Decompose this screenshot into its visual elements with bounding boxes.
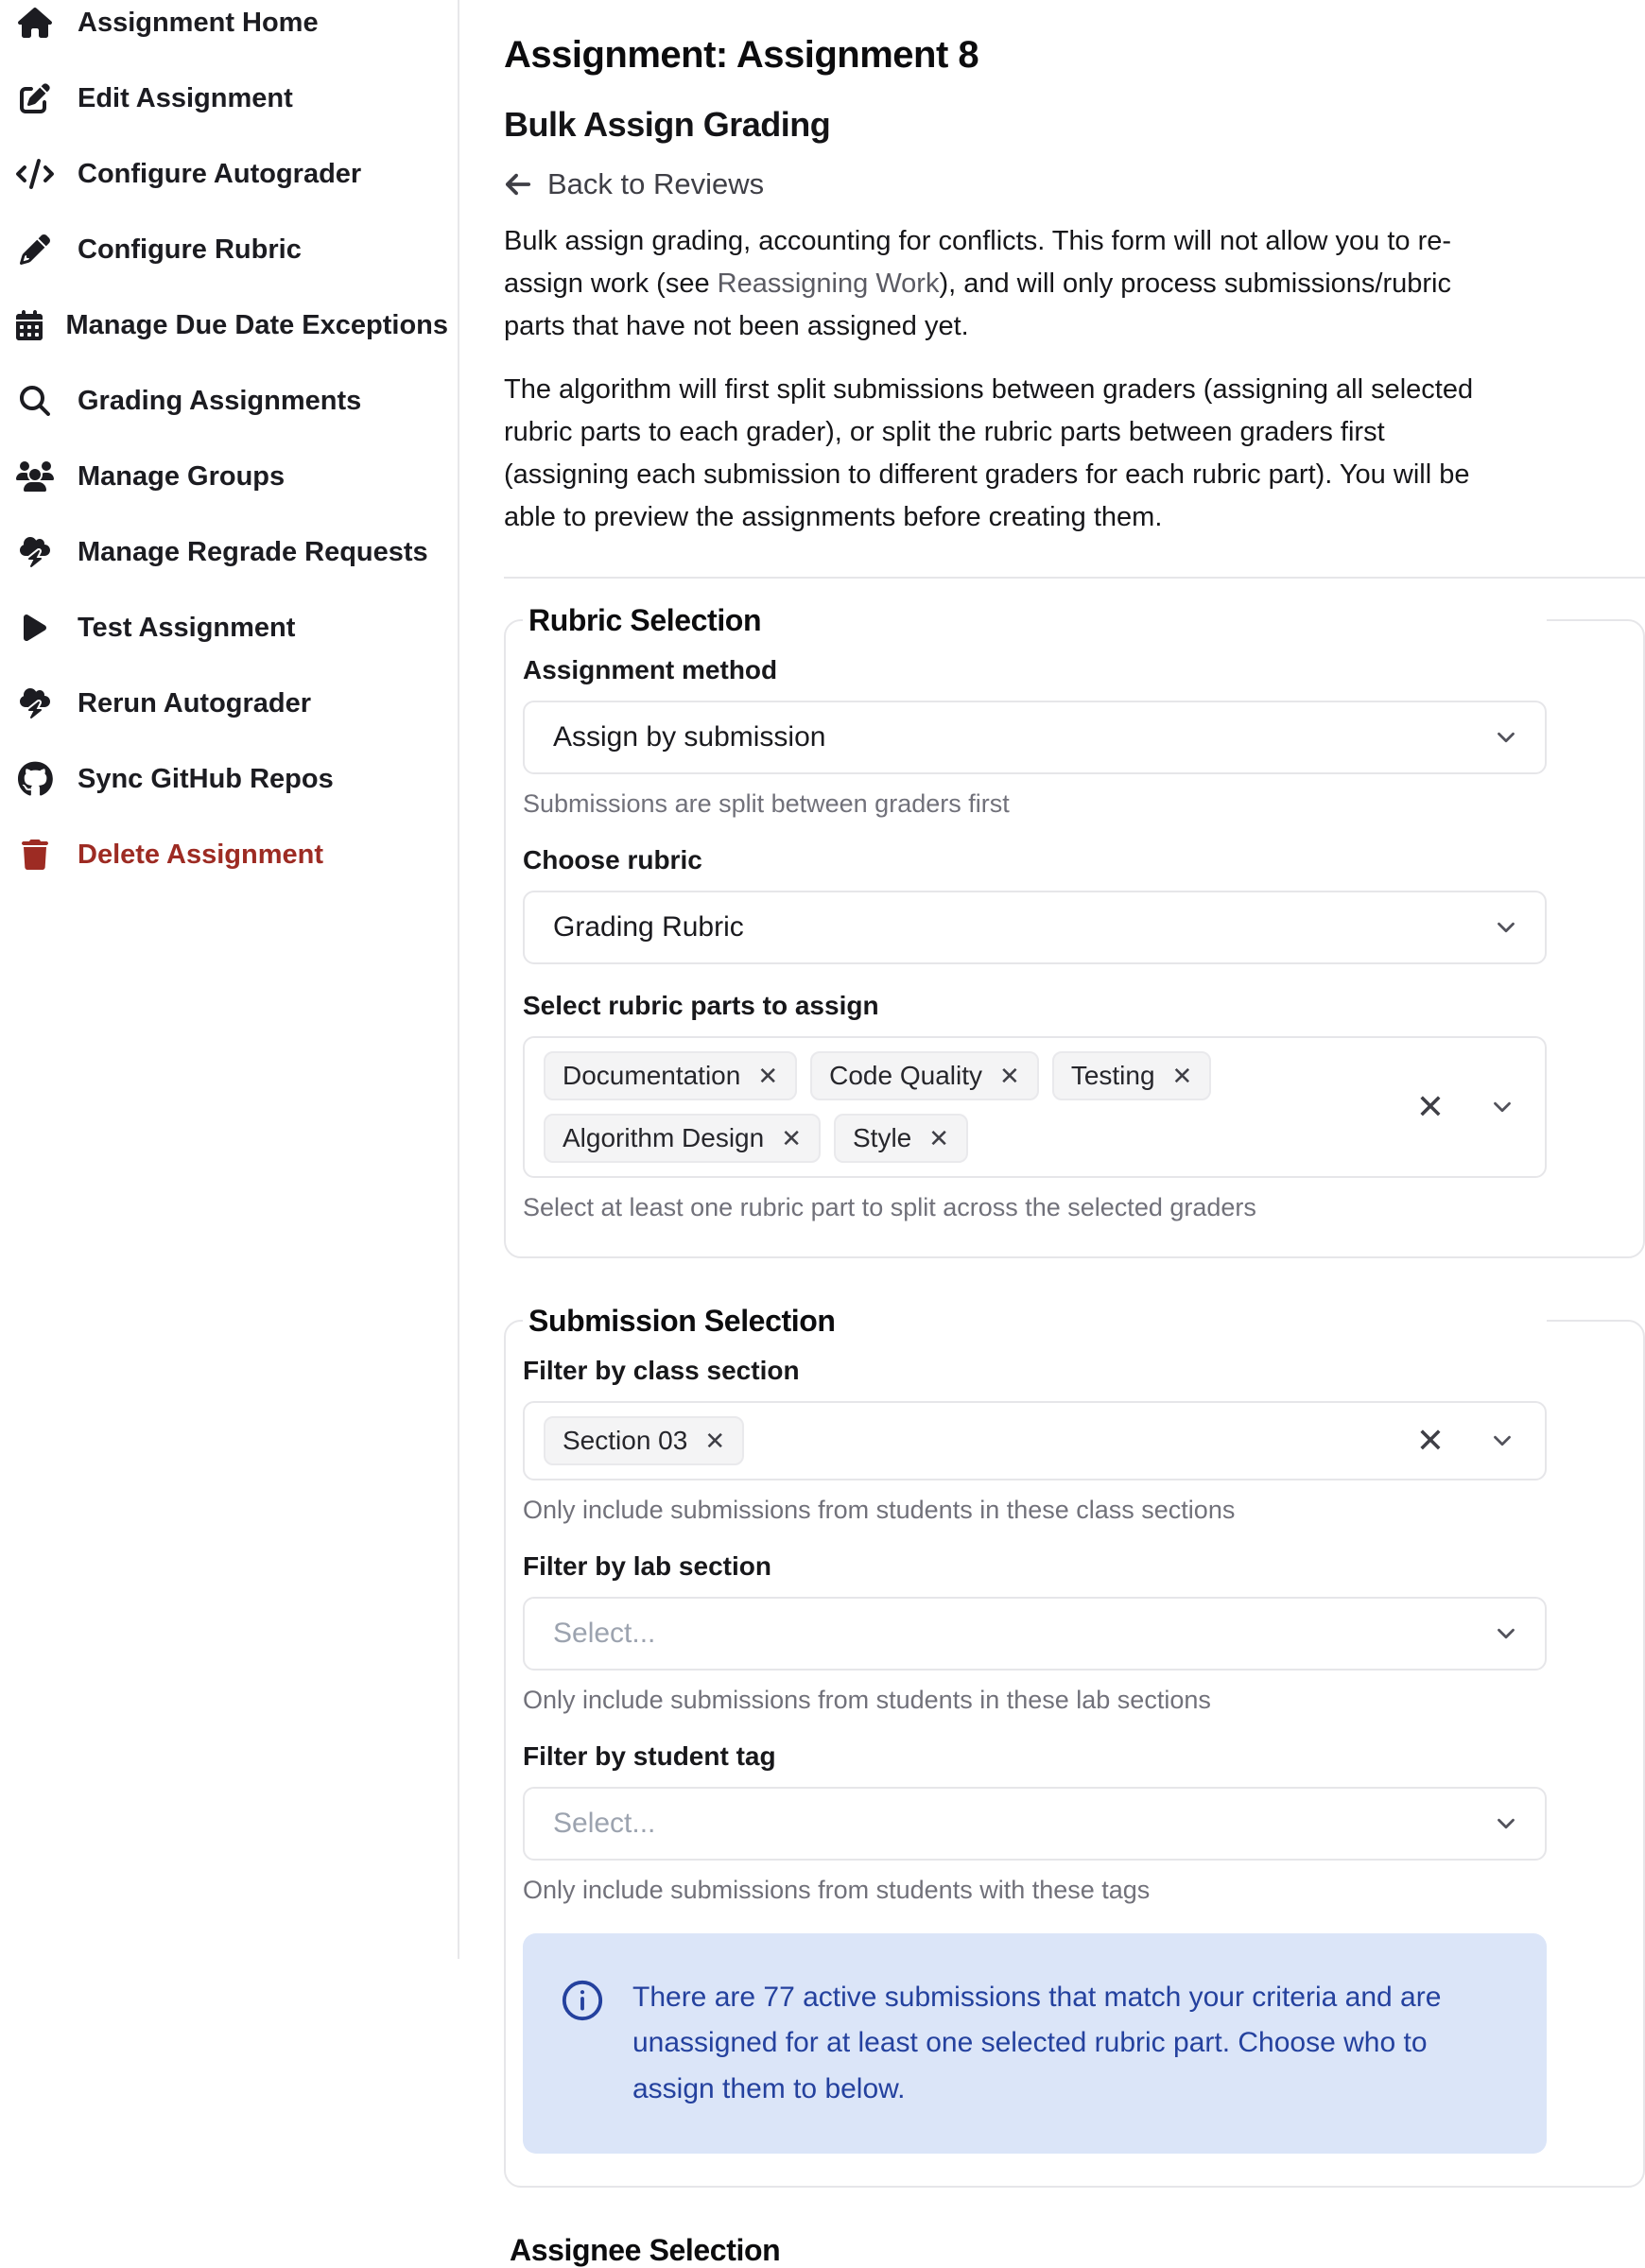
rubric-parts-tags [544,1051,1394,1163]
chevron-down-icon [1488,1427,1516,1455]
tag-label: Section 03 [563,1425,688,1455]
remove-tag-icon[interactable]: ✕ [704,1426,726,1455]
intro-paragraph-2: The algorithm will first split submissions between graders (assigning all selected rubric parts to each grader), or split the rubric parts between graders first (assigning each submission to different graders for each rubric part). You will be able to preview the assignments before creating them. [504,373,1474,532]
student-tag-placeholder: Select... [553,1807,656,1839]
sidebar-item-label: Delete Assignment [78,839,323,870]
remove-tag-icon[interactable]: ✕ [757,1061,779,1090]
sidebar-item-label: Rerun Autograder [78,687,312,718]
remove-tag-icon[interactable]: ✕ [999,1061,1020,1090]
chevron-down-icon [1492,1619,1520,1648]
lab-section-placeholder: Select... [553,1617,656,1649]
class-section-help: Only include submissions from students in these class sections [523,1495,1236,1524]
sidebar-item-configure-rubric[interactable] [13,212,448,287]
play-icon [13,613,57,643]
choose-rubric-select[interactable] [523,891,1547,964]
sidebar-item-assignment-home[interactable] [13,0,448,61]
chevron-down-icon [1488,1093,1516,1121]
lab-section-select[interactable] [523,1597,1547,1671]
tag-style [834,1114,968,1163]
sidebar-nav-list [13,0,448,892]
sidebar-item-sync-github-repos[interactable] [13,741,448,817]
class-section-multiselect[interactable] [523,1401,1547,1480]
github-icon [13,761,57,797]
cloud-bolt-icon [13,688,57,718]
sidebar-item-manage-regrade-requests[interactable] [13,514,448,590]
page-title: Assignment: Assignment 8 [504,34,979,76]
main-content [459,0,1560,2268]
cloud-bolt-icon [13,537,57,567]
tag-label: Testing [1070,1060,1155,1090]
sidebar-item-label: Test Assignment [78,612,296,643]
assignment-method-label: Assignment method [523,654,778,684]
sidebar-item-label: Manage Groups [78,460,286,492]
sidebar-item-label: Edit Assignment [78,82,293,113]
pen-square-icon [13,83,57,113]
assignment-method-select[interactable] [523,701,1547,774]
search-icon [13,386,57,416]
remove-tag-icon[interactable]: ✕ [928,1123,950,1152]
code-icon [13,159,57,189]
sidebar-item-label: Manage Regrade Requests [78,536,428,567]
choose-rubric-value: Grading Rubric [553,910,744,943]
class-section-label: Filter by class section [523,1355,800,1385]
info-circle-icon [561,1979,604,2113]
users-icon [13,461,57,492]
rubric-parts-label: Select rubric parts to assign [523,990,879,1020]
arrow-left-icon [504,170,532,199]
submission-selection-section [504,1304,1645,2189]
multiselect-controls [1394,1420,1526,1460]
multiselect-controls [1394,1086,1526,1126]
rubric-selection-legend: Rubric Selection [528,602,762,637]
tag-section-03 [544,1416,744,1465]
rubric-parts-help: Select at least one rubric part to split across the selected graders [523,1192,1256,1221]
tag-label: Algorithm Design [563,1122,765,1152]
clear-all-icon[interactable]: ✕ [1415,1086,1445,1126]
tag-label: Code Quality [829,1060,983,1090]
assignee-selection-legend: Assignee Selection [510,2233,781,2268]
submission-selection-legend: Submission Selection [528,1303,836,1338]
student-tag-help: Only include submissions from students with these tags [523,1875,1151,1904]
student-tag-select[interactable] [523,1787,1547,1861]
tag-documentation [544,1051,797,1100]
chevron-down-icon [1492,913,1520,942]
sidebar-item-label: Sync GitHub Repos [78,763,334,794]
sidebar-item-label: Assignment Home [78,7,319,38]
section-title: Bulk Assign Grading [504,105,831,144]
student-tag-label: Filter by student tag [523,1740,776,1771]
sidebar-item-delete-assignment[interactable] [13,817,448,892]
back-to-reviews-link[interactable] [504,167,764,201]
home-icon [13,8,57,38]
trash-icon [13,840,57,870]
remove-tag-icon[interactable]: ✕ [781,1123,802,1152]
rubric-parts-multiselect[interactable] [523,1036,1547,1178]
tag-label: Style [853,1122,912,1152]
sidebar-item-label: Configure Rubric [78,234,302,265]
intro-text: Bulk assign grading, accounting for conflicts. This form will not allow you to re-assign work (see [504,226,1452,299]
submission-count-alert [523,1933,1547,2155]
tag-label: Documentation [563,1060,741,1090]
rubric-selection-section [504,603,1645,1258]
choose-rubric-label: Choose rubric [523,844,702,874]
assignment-method-help: Submissions are split between graders first [523,788,1010,818]
sidebar-item-manage-due-date-exceptions[interactable] [13,287,448,363]
intro-paragraph-1 [504,220,1478,348]
chevron-down-icon [1492,1809,1520,1838]
lab-section-label: Filter by lab section [523,1550,771,1581]
sidebar-item-rerun-autograder[interactable] [13,666,448,741]
lab-section-help: Only include submissions from students in these lab sections [523,1685,1211,1714]
sidebar-item-configure-autograder[interactable] [13,136,448,212]
section-divider [504,577,1645,579]
chevron-down-icon [1492,723,1520,752]
reassigning-work-link[interactable]: Reassigning Work [717,268,940,299]
intro-text: ), and will only process submissions/rubric parts that have not been assigned yet. [504,268,1451,341]
tag-testing [1052,1051,1212,1100]
submission-count-message: There are 77 active submissions that match your criteria and are unassigned for at least one selected rubric part. Choose who to assign them to below. [632,1981,1442,2104]
sidebar-item-label: Configure Autograder [78,158,362,189]
class-section-tags [544,1416,1394,1465]
tag-code-quality [810,1051,1039,1100]
sidebar-item-label: Grading Assignments [78,385,362,416]
sidebar-item-test-assignment[interactable] [13,590,448,666]
calendar-icon [13,310,45,340]
back-link-label: Back to Reviews [547,167,765,200]
tag-algorithm-design [544,1114,821,1163]
clear-all-icon[interactable]: ✕ [1415,1420,1445,1460]
assignment-sidebar [0,0,459,1959]
assignment-method-value: Assign by submission [553,720,826,753]
remove-tag-icon[interactable]: ✕ [1171,1061,1193,1090]
pencil-icon [13,234,57,265]
sidebar-item-manage-groups[interactable] [13,439,448,514]
sidebar-item-label: Manage Due Date Exceptions [65,309,448,340]
sidebar-item-edit-assignment[interactable] [13,61,448,136]
sidebar-item-grading-assignments[interactable] [13,363,448,439]
